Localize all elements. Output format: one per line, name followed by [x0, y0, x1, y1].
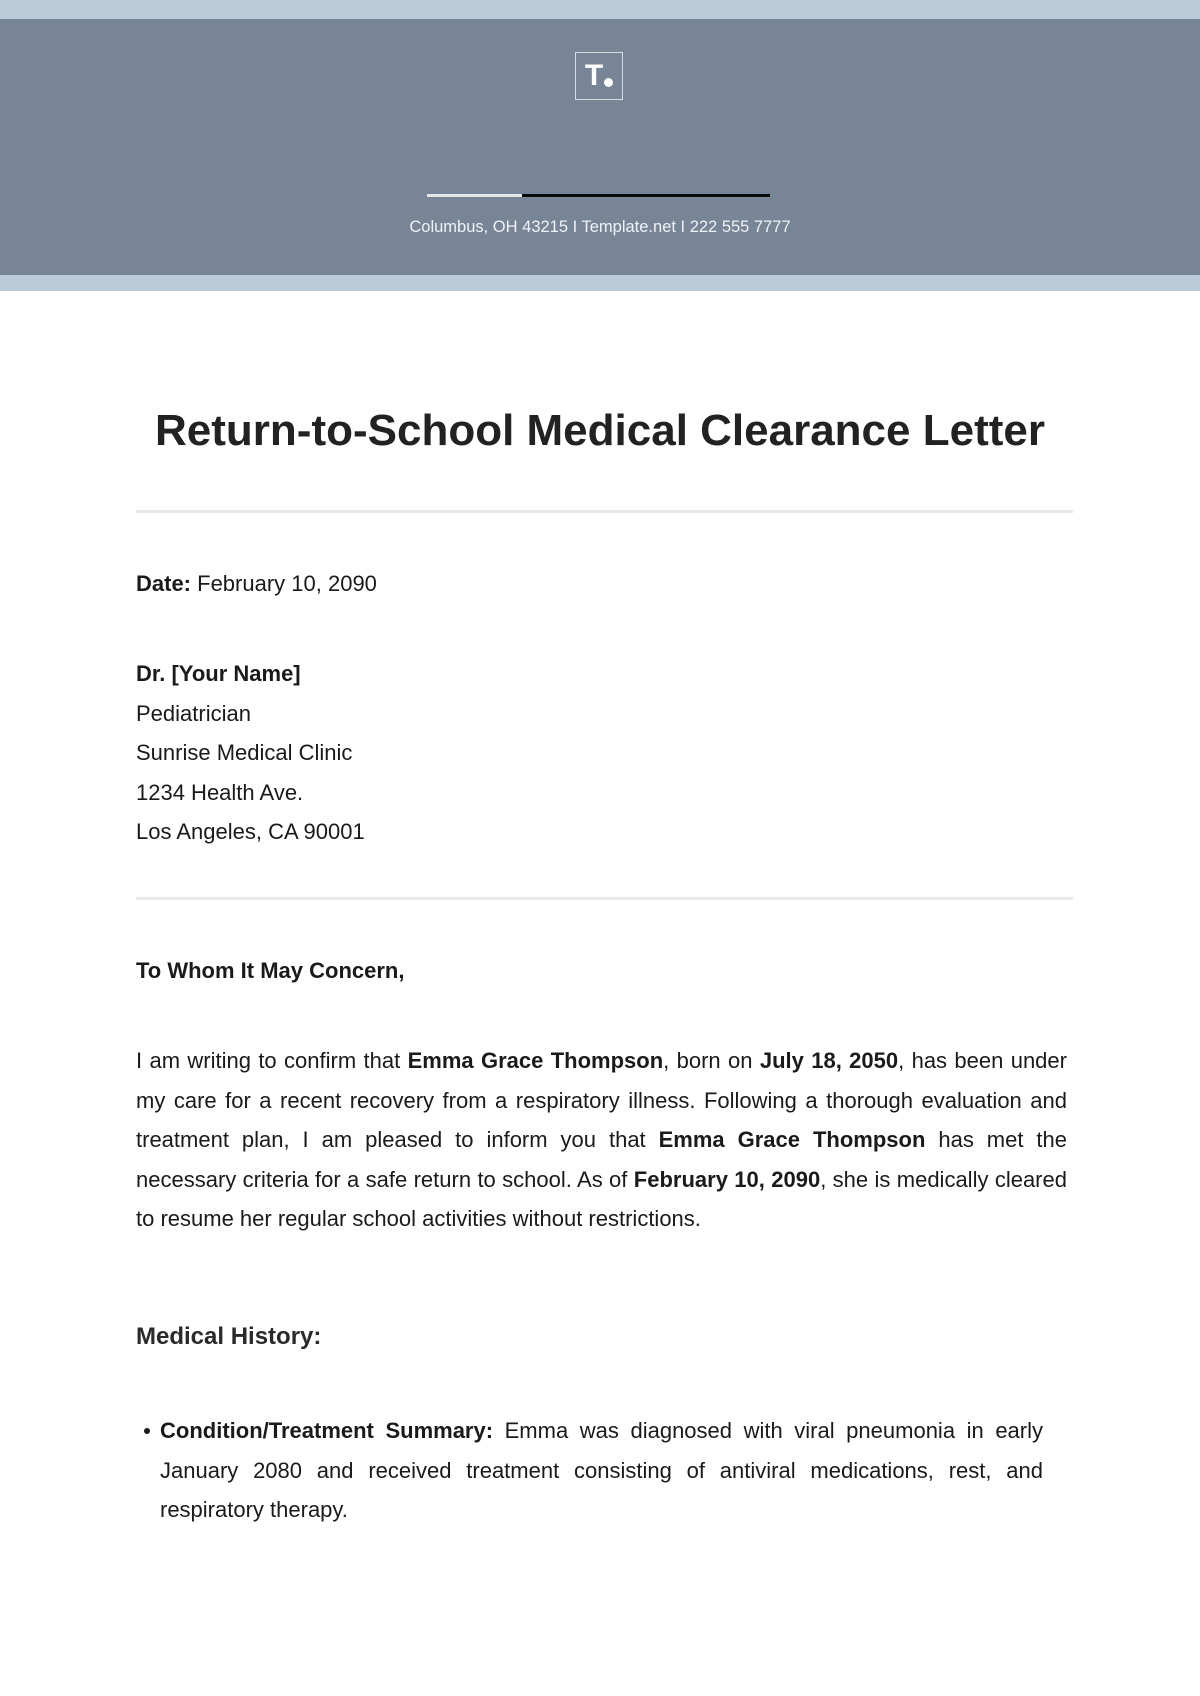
contact-info: Columbus, OH 43215 I Template.net I 222 555 7777: [409, 218, 791, 236]
sender-city: Los Angeles, CA 90001: [136, 819, 365, 844]
logo-dot: [604, 78, 613, 87]
clearance-date: February 10, 2090: [633, 1166, 821, 1192]
sender-clinic: Sunrise Medical Clinic: [136, 740, 353, 765]
body-paragraph: [136, 1041, 1067, 1239]
patient-dob: July 18, 2050: [759, 1048, 899, 1073]
page-title: Return-to-School Medical Clearance Letter: [155, 406, 1045, 455]
patient-name: Emma Grace Thompson: [658, 1127, 926, 1152]
section-heading: Medical History:: [136, 1323, 322, 1350]
logo: [575, 52, 623, 100]
sender-name: Dr. [Your Name]: [136, 661, 301, 686]
date-line: [136, 564, 377, 604]
header-divider-light: [427, 194, 522, 197]
body-text: I am writing to confirm that: [136, 1048, 408, 1073]
list-item-text: Emma was diagnosed with viral pneumonia in early January 2080 and received treatment consisting of antiviral medications, rest, and respiratory therapy.: [160, 1418, 1044, 1522]
header-divider-dark: [522, 194, 770, 197]
body-text: , has been under my care for a recent recovery from a respiratory illness. Following a thorough evaluation and treatment plan, I am pleased to inform you that: [136, 1048, 1067, 1152]
sender-street: 1234 Health Ave.: [136, 779, 304, 805]
body-text: has met the necessary criteria for a safe return to school. As of: [136, 1127, 1067, 1192]
patient-name: Emma Grace Thompson: [407, 1048, 664, 1073]
sender-role: Pediatrician: [136, 700, 251, 726]
date-label: Date:: [136, 571, 192, 596]
divider: [136, 897, 1073, 900]
header-bottom-band: [0, 275, 1200, 291]
header-top-band: [0, 0, 1200, 19]
salutation: To Whom It May Concern,: [136, 958, 405, 983]
divider: [136, 510, 1073, 513]
sender-block: [136, 654, 365, 852]
date-value: February 10, 2090: [191, 571, 377, 596]
body-text: , born on: [663, 1048, 760, 1073]
body-text: , she is medically cleared to resume her regular school activities without restrictions.: [136, 1166, 1067, 1231]
list-item: [160, 1411, 1043, 1530]
list-item-label: Condition/Treatment Summary:: [160, 1418, 494, 1443]
logo-letter: T: [584, 59, 604, 92]
